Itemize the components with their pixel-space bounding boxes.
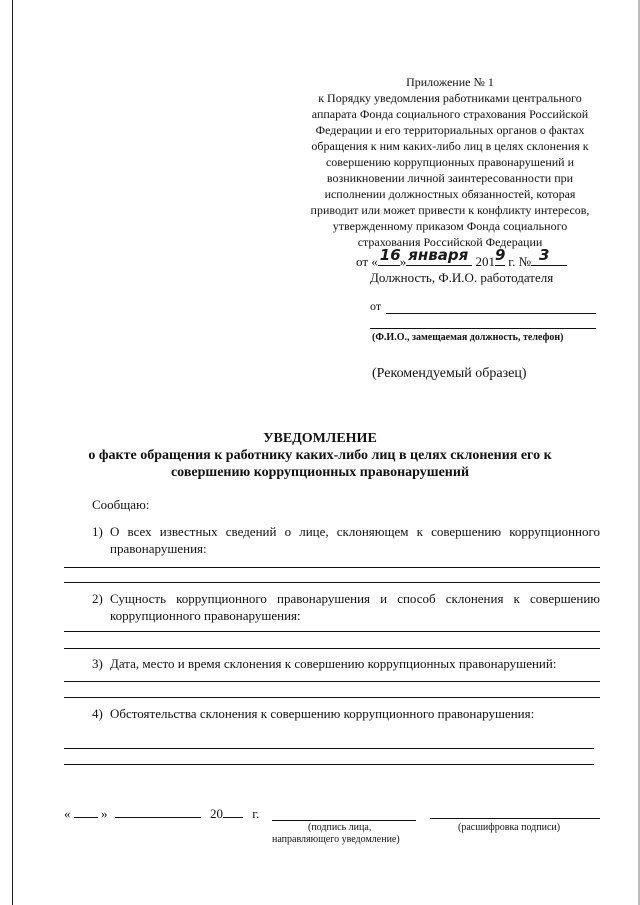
order-year-handwritten: 9 [495, 246, 506, 264]
fio-caption: (Ф.И.О., замещаемая должность, телефон) [372, 332, 564, 343]
order-number-label: г. № [508, 254, 532, 269]
item-1 [92, 523, 600, 557]
item-1-text: О всех известных сведений о лице, склоняющем к совершению коррупционного правонарушения: [110, 524, 600, 556]
item-2-answer-line-1[interactable] [64, 631, 600, 632]
signature-line[interactable] [272, 820, 416, 821]
notice-title-line-1: УВЕДОМЛЕНИЕ [263, 431, 377, 446]
recommended-sample-label: (Рекомендуемый образец) [372, 366, 527, 381]
order-number-handwritten: 3 [539, 246, 550, 264]
item-3-answer-line-1[interactable] [64, 681, 600, 682]
order-day-handwritten: 16 [379, 246, 401, 264]
item-3-number: 3) [92, 656, 103, 671]
footer-open-quote: « [64, 806, 71, 821]
footer-date [64, 806, 259, 822]
footer-close-quote: » [101, 806, 108, 821]
notice-title-line-2: о факте обращения к работнику каких-либо лиц в целях склонения его к [88, 448, 552, 463]
item-2-answer-line-2[interactable] [64, 648, 600, 649]
order-month-slot [406, 246, 472, 266]
item-4-answer-line-1[interactable] [64, 748, 594, 749]
item-3-answer-line-2[interactable] [64, 697, 600, 698]
order-from-label: от « [356, 254, 378, 269]
annex-block [300, 74, 600, 250]
item-3 [92, 655, 600, 672]
item-2 [92, 590, 600, 624]
order-month-handwritten: января [408, 246, 469, 264]
signature-decode-caption: (расшифровка подписи) [458, 822, 561, 833]
inform-label: Сообщаю: [92, 497, 150, 512]
item-2-text: Сущность коррупционного правонарушения и способ склонения к совершению коррупционного правонарушения: [110, 591, 600, 623]
from-field-line-1[interactable] [386, 313, 596, 314]
notice-title [0, 430, 640, 481]
footer-year-suffix: г. [252, 806, 260, 821]
item-1-answer-line-1[interactable] [64, 567, 600, 568]
item-4-number: 4) [92, 706, 103, 721]
signature-caption-line-2: направляющего уведомление) [272, 834, 400, 845]
item-4 [92, 705, 600, 722]
footer-day-field[interactable] [74, 817, 98, 818]
order-year-slot [495, 246, 506, 266]
from-field-line-2[interactable] [370, 328, 596, 329]
footer-year-field[interactable] [223, 817, 243, 818]
signature-decode-line[interactable] [430, 818, 600, 819]
order-year-prefix: 201 [475, 254, 496, 269]
item-1-number: 1) [92, 524, 103, 539]
order-day-slot [378, 246, 401, 266]
annex-title: Приложение № 1 [406, 75, 494, 89]
order-number-slot [531, 246, 567, 266]
from-label: от [370, 299, 382, 313]
item-2-number: 2) [92, 591, 103, 606]
order-mid-quote: » [399, 254, 407, 269]
item-4-answer-line-2[interactable] [64, 764, 594, 765]
item-4-text: Обстоятельства склонения к совершению коррупционного правонарушения: [110, 706, 535, 721]
order-date-line [356, 246, 567, 270]
employer-label: Должность, Ф.И.О. работодателя [370, 270, 554, 285]
annex-text: к Порядку уведомления работниками центрального аппарата Фонда социального страхования Российской Федерации и его территориальных органов о фактах обращения к ним каких-либо лиц в целях склонения к совершению коррупционных правонарушений и возникновении личной заинтересованности при исполнении должностных обязанностей, которая приводит или может привести к конфликту интересов, утвержденному приказом Фонда социального страхования Российской Федерации [310, 91, 590, 249]
footer-month-field[interactable] [115, 817, 201, 818]
notice-title-line-3: совершению коррупционных правонарушений [170, 465, 470, 480]
signature-caption-line-1: (подпись лица, [308, 822, 372, 833]
item-3-text: Дата, место и время склонения к совершению коррупционных правонарушений: [110, 656, 557, 671]
item-1-answer-line-2[interactable] [64, 582, 600, 583]
footer-year-label: 20 [210, 806, 223, 821]
